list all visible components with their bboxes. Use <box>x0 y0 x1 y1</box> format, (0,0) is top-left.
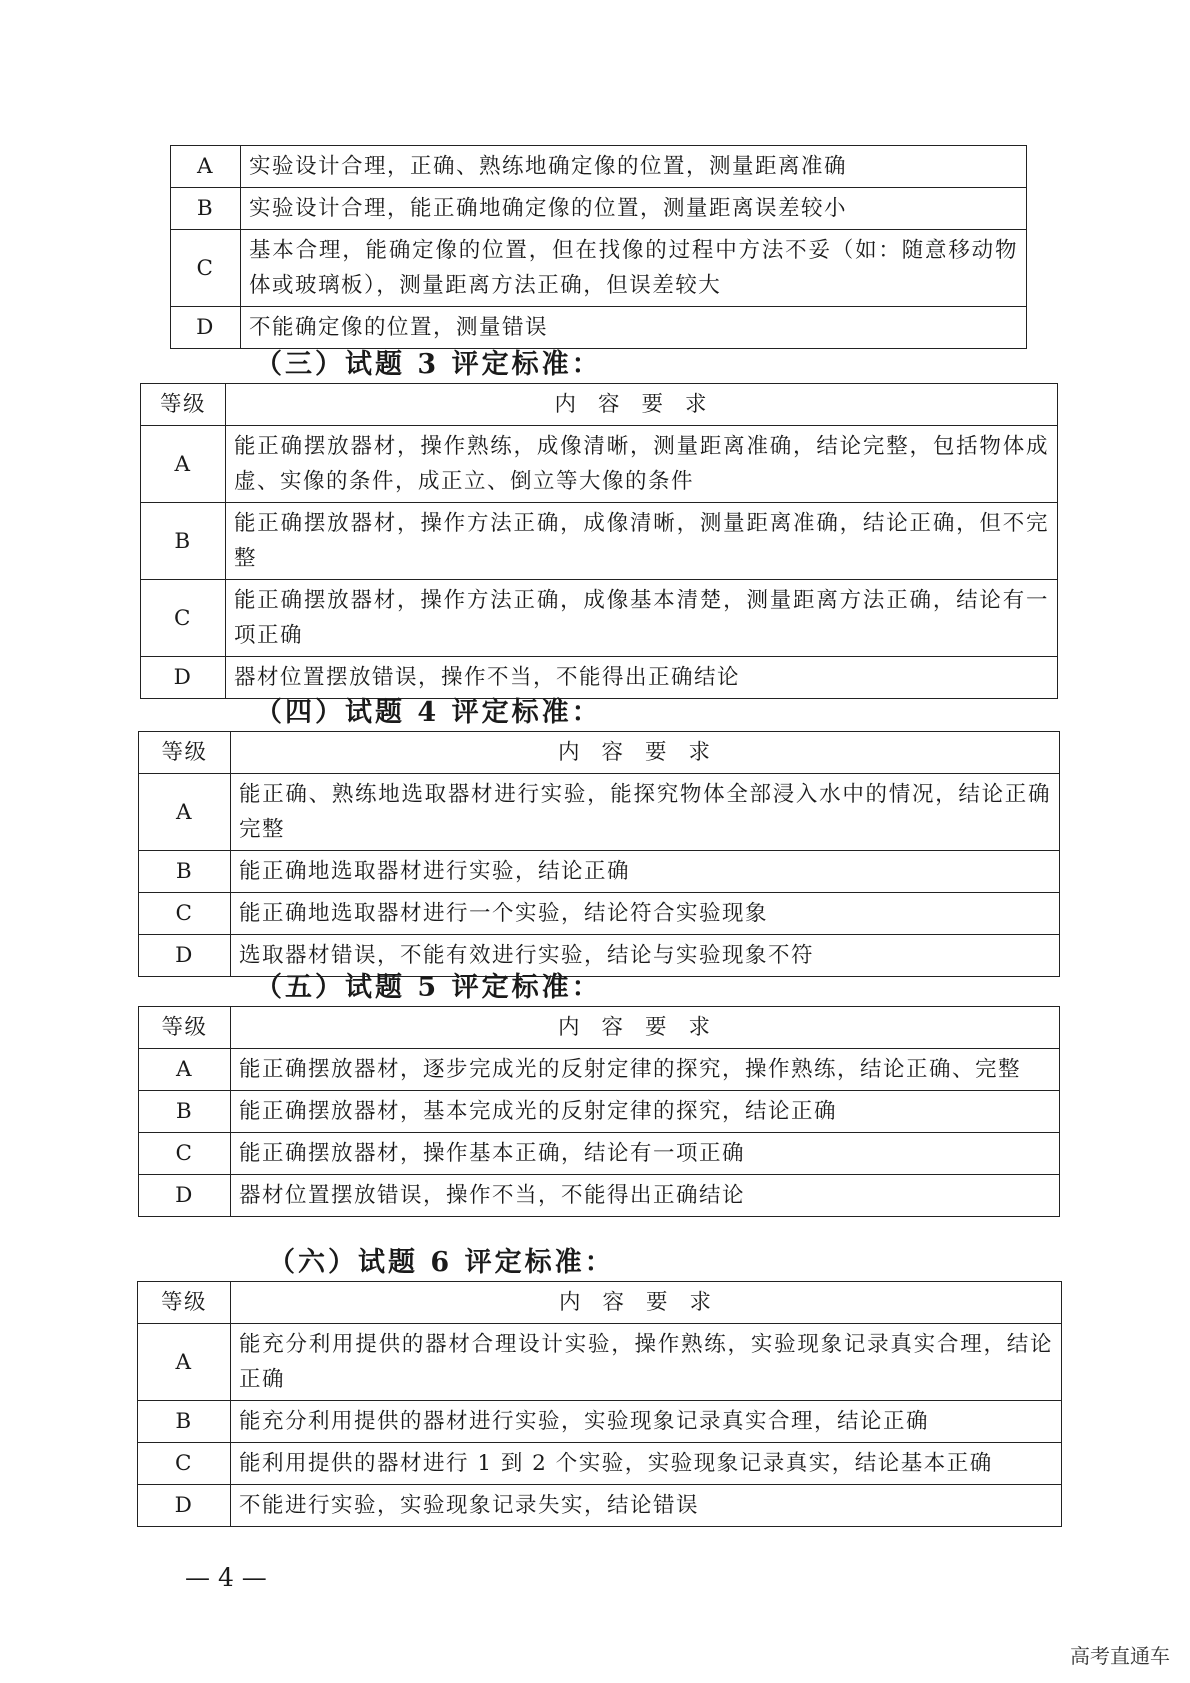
watermark: 高考直通车 <box>1070 1644 1170 1668</box>
requirement-cell: 能充分利用提供的器材合理设计实验，操作熟练，实验现象记录真实合理，结论正确 <box>231 1324 1062 1401</box>
requirement-cell: 能正确地选取器材进行一个实验，结论符合实验现象 <box>231 893 1060 935</box>
requirement-cell: 能正确摆放器材，逐步完成光的反射定律的探究，操作熟练，结论正确、完整 <box>231 1049 1060 1091</box>
grade-cell: D <box>138 1485 231 1527</box>
requirement-cell: 能正确摆放器材，操作方法正确，成像基本清楚，测量距离方法正确，结论有一项正确 <box>226 580 1058 657</box>
grade-cell: B <box>139 851 231 893</box>
grading-table-6 <box>137 1281 1062 1527</box>
grade-cell: D <box>141 657 226 699</box>
table-header-row <box>139 732 1060 774</box>
grade-cell: B <box>171 188 241 230</box>
table-row <box>141 580 1058 657</box>
grade-cell: A <box>138 1324 231 1401</box>
grade-cell: A <box>139 774 231 851</box>
table-row <box>139 893 1060 935</box>
table-row <box>139 1091 1060 1133</box>
grade-cell: C <box>141 580 226 657</box>
requirement-cell: 实验设计合理，正确、熟练地确定像的位置，测量距离准确 <box>241 146 1027 188</box>
requirement-cell: 实验设计合理，能正确地确定像的位置，测量距离误差较小 <box>241 188 1027 230</box>
grade-cell: D <box>139 1175 231 1217</box>
requirement-cell: 不能进行实验，实验现象记录失实，结论错误 <box>231 1485 1062 1527</box>
grading-table-3 <box>140 383 1058 699</box>
grade-cell: C <box>171 230 241 307</box>
grade-cell: D <box>139 935 231 977</box>
grade-cell: B <box>138 1401 231 1443</box>
header-grade: 等级 <box>139 1007 231 1049</box>
requirement-cell: 器材位置摆放错误，操作不当，不能得出正确结论 <box>231 1175 1060 1217</box>
grade-cell: C <box>138 1443 231 1485</box>
requirement-cell: 能正确摆放器材，基本完成光的反射定律的探究，结论正确 <box>231 1091 1060 1133</box>
table-row <box>139 774 1060 851</box>
table-row <box>171 188 1027 230</box>
grade-cell: A <box>139 1049 231 1091</box>
table-row <box>138 1443 1062 1485</box>
header-grade: 等级 <box>139 732 231 774</box>
table-row <box>138 1324 1062 1401</box>
requirement-cell: 基本合理，能确定像的位置，但在找像的过程中方法不妥（如：随意移动物体或玻璃板），测量距离方法正确，但误差较大 <box>241 230 1027 307</box>
table-row <box>138 1485 1062 1527</box>
requirement-cell: 能充分利用提供的器材进行实验，实验现象记录真实合理，结论正确 <box>231 1401 1062 1443</box>
table-row <box>139 1049 1060 1091</box>
table-row <box>138 1401 1062 1443</box>
header-content: 内容要求 <box>231 1282 1062 1324</box>
table-row <box>141 426 1058 503</box>
grading-table-5 <box>138 1006 1060 1217</box>
table-header-row <box>141 384 1058 426</box>
header-content: 内容要求 <box>231 1007 1060 1049</box>
section-5-title: （五）试题 5 评定标准： <box>255 972 602 1003</box>
section-6-title: （六）试题 6 评定标准： <box>268 1247 615 1278</box>
table-header-row <box>138 1282 1062 1324</box>
header-grade: 等级 <box>138 1282 231 1324</box>
table-row <box>139 851 1060 893</box>
table-row <box>141 503 1058 580</box>
grade-cell: B <box>141 503 226 580</box>
table-row <box>139 1133 1060 1175</box>
page-number: — 4 — <box>185 1563 267 1592</box>
grading-table-4 <box>138 731 1060 977</box>
requirement-cell: 选取器材错误，不能有效进行实验，结论与实验现象不符 <box>231 935 1060 977</box>
requirement-cell: 不能确定像的位置，测量错误 <box>241 307 1027 349</box>
header-content: 内容要求 <box>226 384 1058 426</box>
grade-cell: A <box>141 426 226 503</box>
requirement-cell: 能利用提供的器材进行 1 到 2 个实验，实验现象记录真实，结论基本正确 <box>231 1443 1062 1485</box>
section-4-title: （四）试题 4 评定标准： <box>255 697 602 728</box>
grade-cell: C <box>139 1133 231 1175</box>
grading-table-2-continued <box>170 145 1027 349</box>
table-row <box>139 1175 1060 1217</box>
table-row <box>171 146 1027 188</box>
requirement-cell: 能正确摆放器材，操作方法正确，成像清晰，测量距离准确，结论正确，但不完整 <box>226 503 1058 580</box>
requirement-cell: 能正确摆放器材，操作基本正确，结论有一项正确 <box>231 1133 1060 1175</box>
section-3-title: （三）试题 3 评定标准： <box>255 349 602 380</box>
grade-cell: C <box>139 893 231 935</box>
requirement-cell: 能正确地选取器材进行实验，结论正确 <box>231 851 1060 893</box>
header-grade: 等级 <box>141 384 226 426</box>
table-header-row <box>139 1007 1060 1049</box>
header-content: 内容要求 <box>231 732 1060 774</box>
requirement-cell: 器材位置摆放错误，操作不当，不能得出正确结论 <box>226 657 1058 699</box>
requirement-cell: 能正确摆放器材，操作熟练，成像清晰，测量距离准确，结论完整，包括物体成虚、实像的条件，成正立、倒立等大像的条件 <box>226 426 1058 503</box>
grade-cell: A <box>171 146 241 188</box>
table-row <box>171 230 1027 307</box>
requirement-cell: 能正确、熟练地选取器材进行实验，能探究物体全部浸入水中的情况，结论正确完整 <box>231 774 1060 851</box>
grade-cell: B <box>139 1091 231 1133</box>
grade-cell: D <box>171 307 241 349</box>
